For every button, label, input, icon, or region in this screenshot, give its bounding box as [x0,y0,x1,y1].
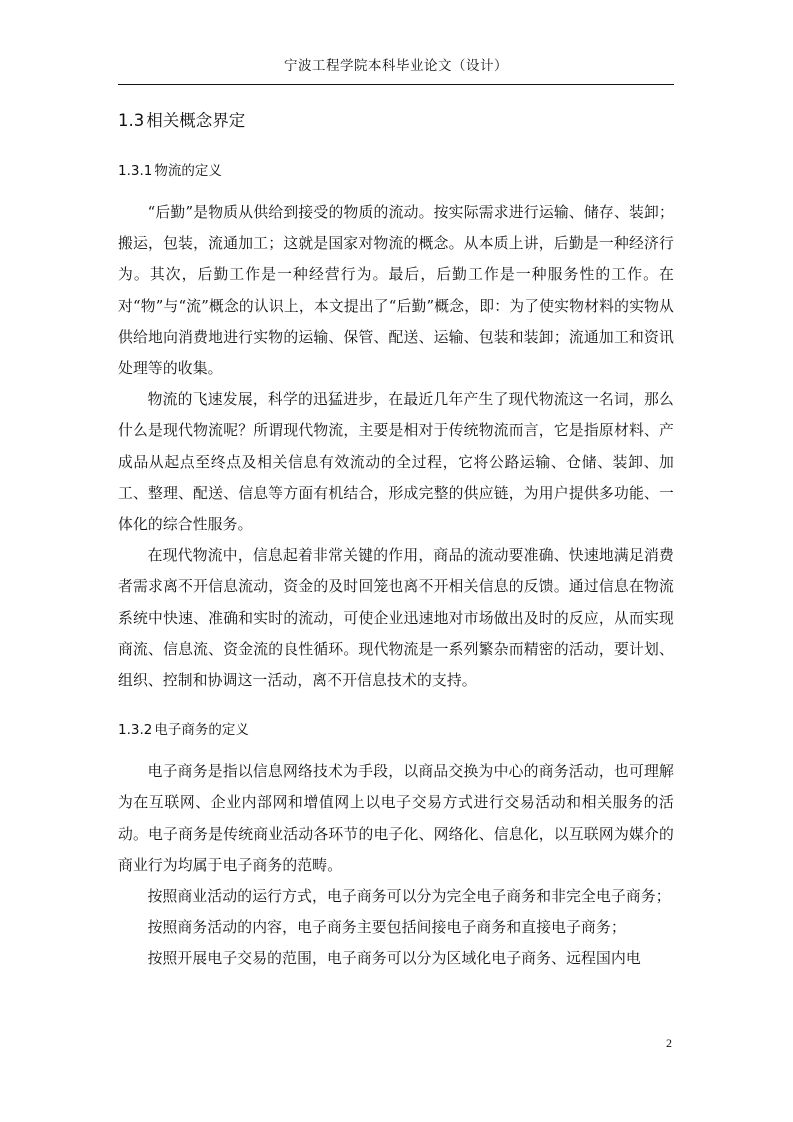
body-paragraph: 按照商务活动的内容，电子商务主要包括间接电子商务和直接电子商务； [147,919,626,937]
subsection-heading-ecommerce [118,718,674,742]
body-paragraph: 物流的飞速发展，科学的迅猛进步，在最近几年产生了现代物流这一名词，那么什么是现代物流呢？所谓现代物流，主要是相对于传统物流而言，它是指原材料、产成品从起点至终点及相关信息有效流动的全过程，它将公路运输、仓储、装卸、加工、整理、配送、信息等方面有机结合，形成完整的供应链，为用户提供多功能、一体化的综合性服务。 [118,391,674,534]
subsection-number: 1.3.1 [118,163,153,179]
body-paragraph: 按照商业活动的运行方式，电子商务可以分为完全电子商务和非完全电子商务； [147,888,671,906]
running-header: 宁波工程学院本科毕业论文（设计） [284,58,508,74]
subsection-heading-logistics [118,159,674,183]
section-number: 1.3 [118,111,145,130]
body-paragraph: 在现代物流中，信息起着非常关键的作用，商品的流动要准确、快速地满足消费者需求离不开信息流动，资金的及时回笼也离不开相关信息的反馈。通过信息在物流系统中快速、准确和实时的流动，可使企业迅速地对市场做出及时的反应，从而实现商流、信息流、资金流的良性循环。现代物流是一系列繁杂而精密的活动，要计划、组织、控制和协调这一活动，离不开信息技术的支持。 [118,547,674,690]
subsection-title: 电子商务的定义 [154,722,249,739]
section-heading [118,105,674,137]
header-divider [118,84,674,85]
page-body [118,100,674,975]
section-title: 相关概念界定 [146,111,246,130]
subsection-number: 1.3.2 [118,722,153,739]
body-paragraph: 电子商务是指以信息网络技术为手段，以商品交换为中心的商务活动，也可理解为在互联网、企业内部网和增值网上以电子交易方式进行交易活动和相关服务的活动。电子商务是传统商业活动各环节的电子化、网络化、信息化，以互联网为媒介的商业行为均属于电子商务的范畴。 [118,763,674,874]
page-number: 2 [666,1036,672,1050]
body-paragraph: 按照开展电子交易的范围，电子商务可以分为区域化电子商务、远程国内电 [147,950,641,968]
body-paragraph: “后勤”是物质从供给到接受的物质的流动。按实际需求进行运输、储存、装卸；搬运，包装，流通加工；这就是国家对物流的概念。从本质上讲，后勤是一种经济行为。其次，后勤工作是一种经营行为。最后，后勤工作是一种服务性的工作。在对“物”与“流”概念的认识上，本文提出了“后勤”概念，即：为了使实物材料的实物从供给地向消费地进行实物的运输、保管、配送、运输、包装和装卸；流通加工和资讯处理等的收集。 [118,204,674,378]
subsection-title: 物流的定义 [154,163,222,179]
